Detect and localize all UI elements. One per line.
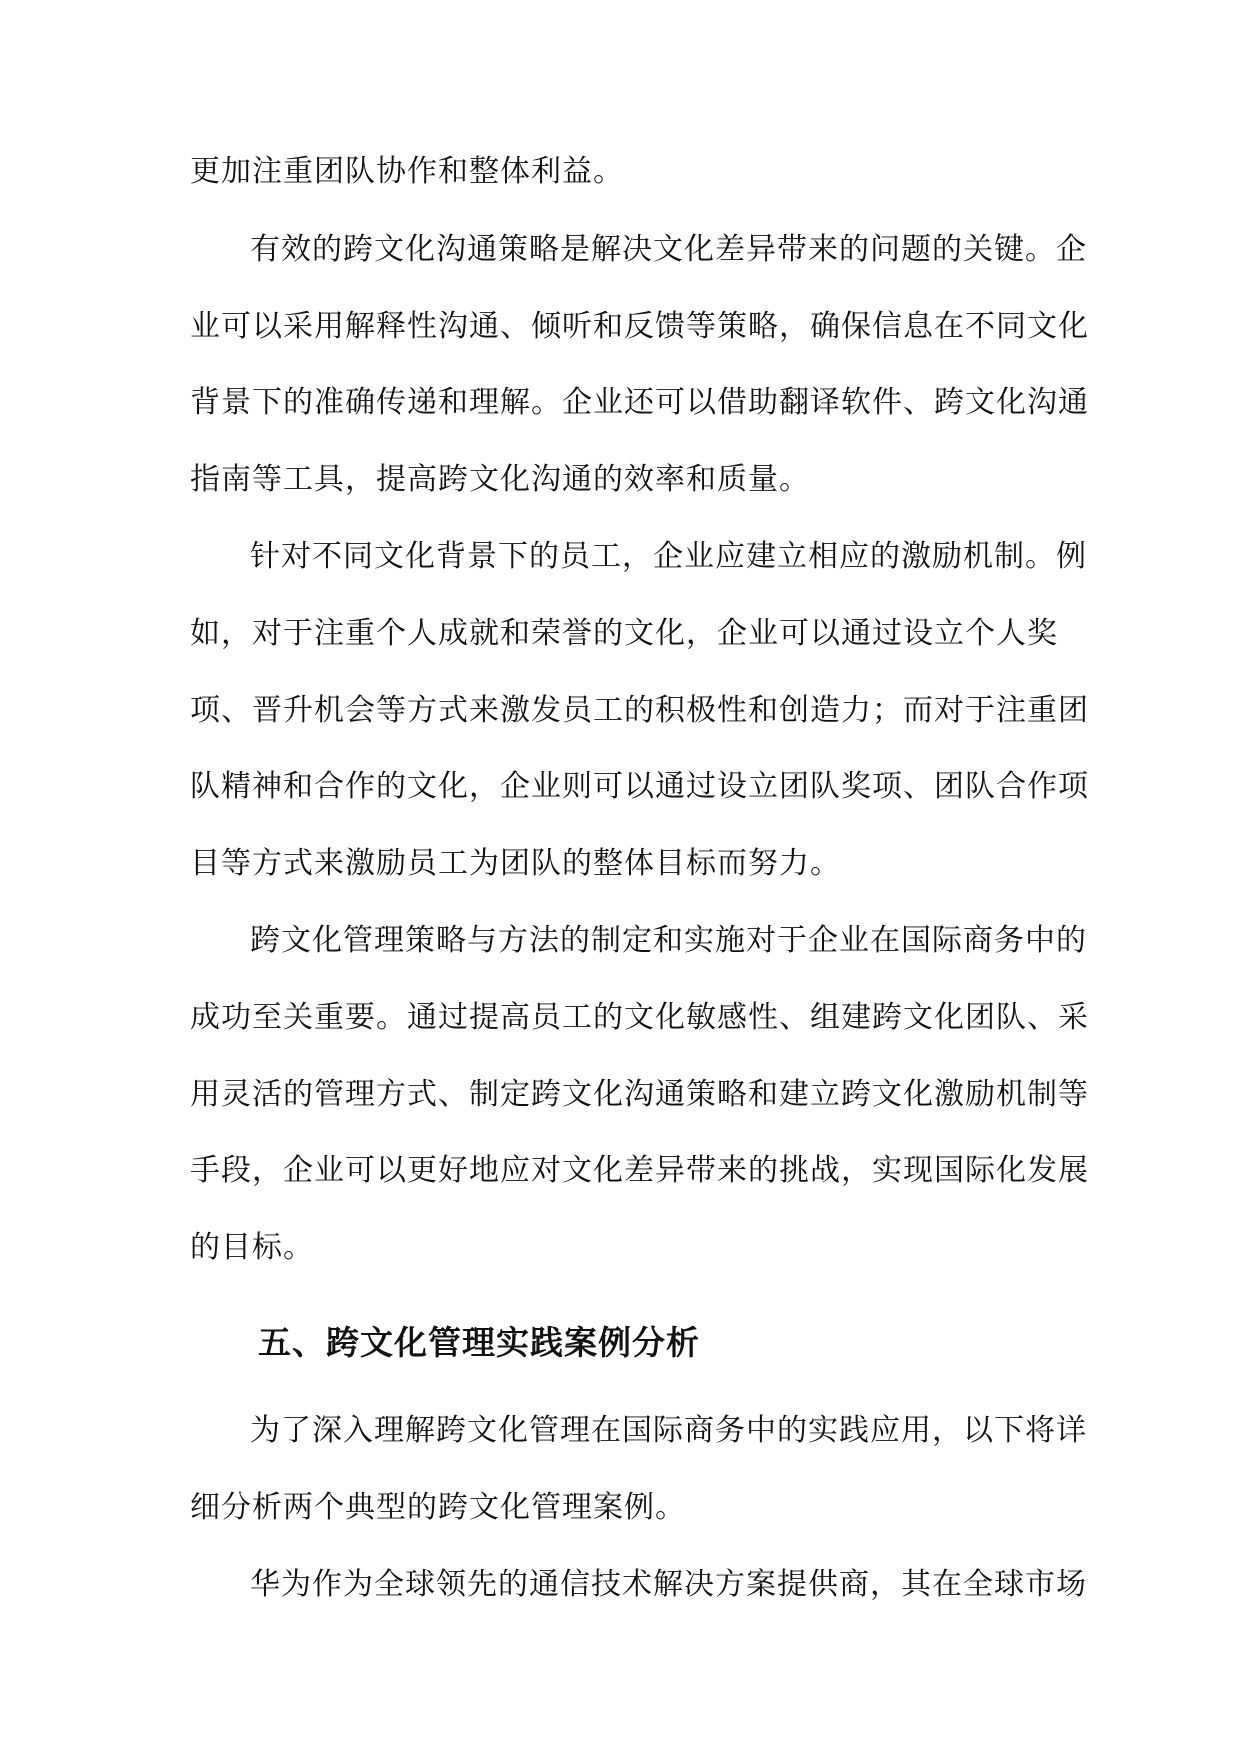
section-heading: 五、跨文化管理实践案例分析 <box>258 1323 700 1362</box>
text-line: 业可以采用解释性沟通、倾听和反馈等策略，确保信息在不同文化 <box>190 309 1089 344</box>
text-line: 成功至关重要。通过提高员工的文化敏感性、组建跨文化团队、采 <box>190 1000 1089 1035</box>
text-line: 华为作为全球领先的通信技术解决方案提供商，其在全球市场 <box>250 1567 1087 1602</box>
text-line: 有效的跨文化沟通策略是解决文化差异带来的问题的关键。企 <box>250 232 1087 267</box>
text-line: 背景下的准确传递和理解。企业还可以借助翻译软件、跨文化沟通 <box>190 385 1089 420</box>
text-line: 手段，企业可以更好地应对文化差异带来的挑战，实现国际化发展 <box>190 1153 1089 1188</box>
text-line: 的目标。 <box>190 1230 314 1265</box>
text-line: 目等方式来激励员工为团队的整体目标而努力。 <box>190 846 841 881</box>
text-line: 如，对于注重个人成就和荣誉的文化，企业可以通过设立个人奖 <box>190 616 1058 651</box>
text-line: 跨文化管理策略与方法的制定和实施对于企业在国际商务中的 <box>250 923 1087 958</box>
text-line: 针对不同文化背景下的员工，企业应建立相应的激励机制。例 <box>250 539 1087 574</box>
text-line: 队精神和合作的文化，企业则可以通过设立团队奖项、团队合作项 <box>190 769 1089 804</box>
text-line: 细分析两个典型的跨文化管理案例。 <box>190 1490 686 1525</box>
text-line: 指南等工具，提高跨文化沟通的效率和质量。 <box>190 462 810 497</box>
text-line: 用灵活的管理方式、制定跨文化沟通策略和建立跨文化激励机制等 <box>190 1077 1089 1112</box>
text-line: 项、晋升机会等方式来激发员工的积极性和创造力；而对于注重团 <box>190 693 1089 728</box>
text-line: 更加注重团队协作和整体利益。 <box>190 154 624 189</box>
text-line: 为了深入理解跨文化管理在国际商务中的实践应用，以下将详 <box>250 1413 1087 1448</box>
